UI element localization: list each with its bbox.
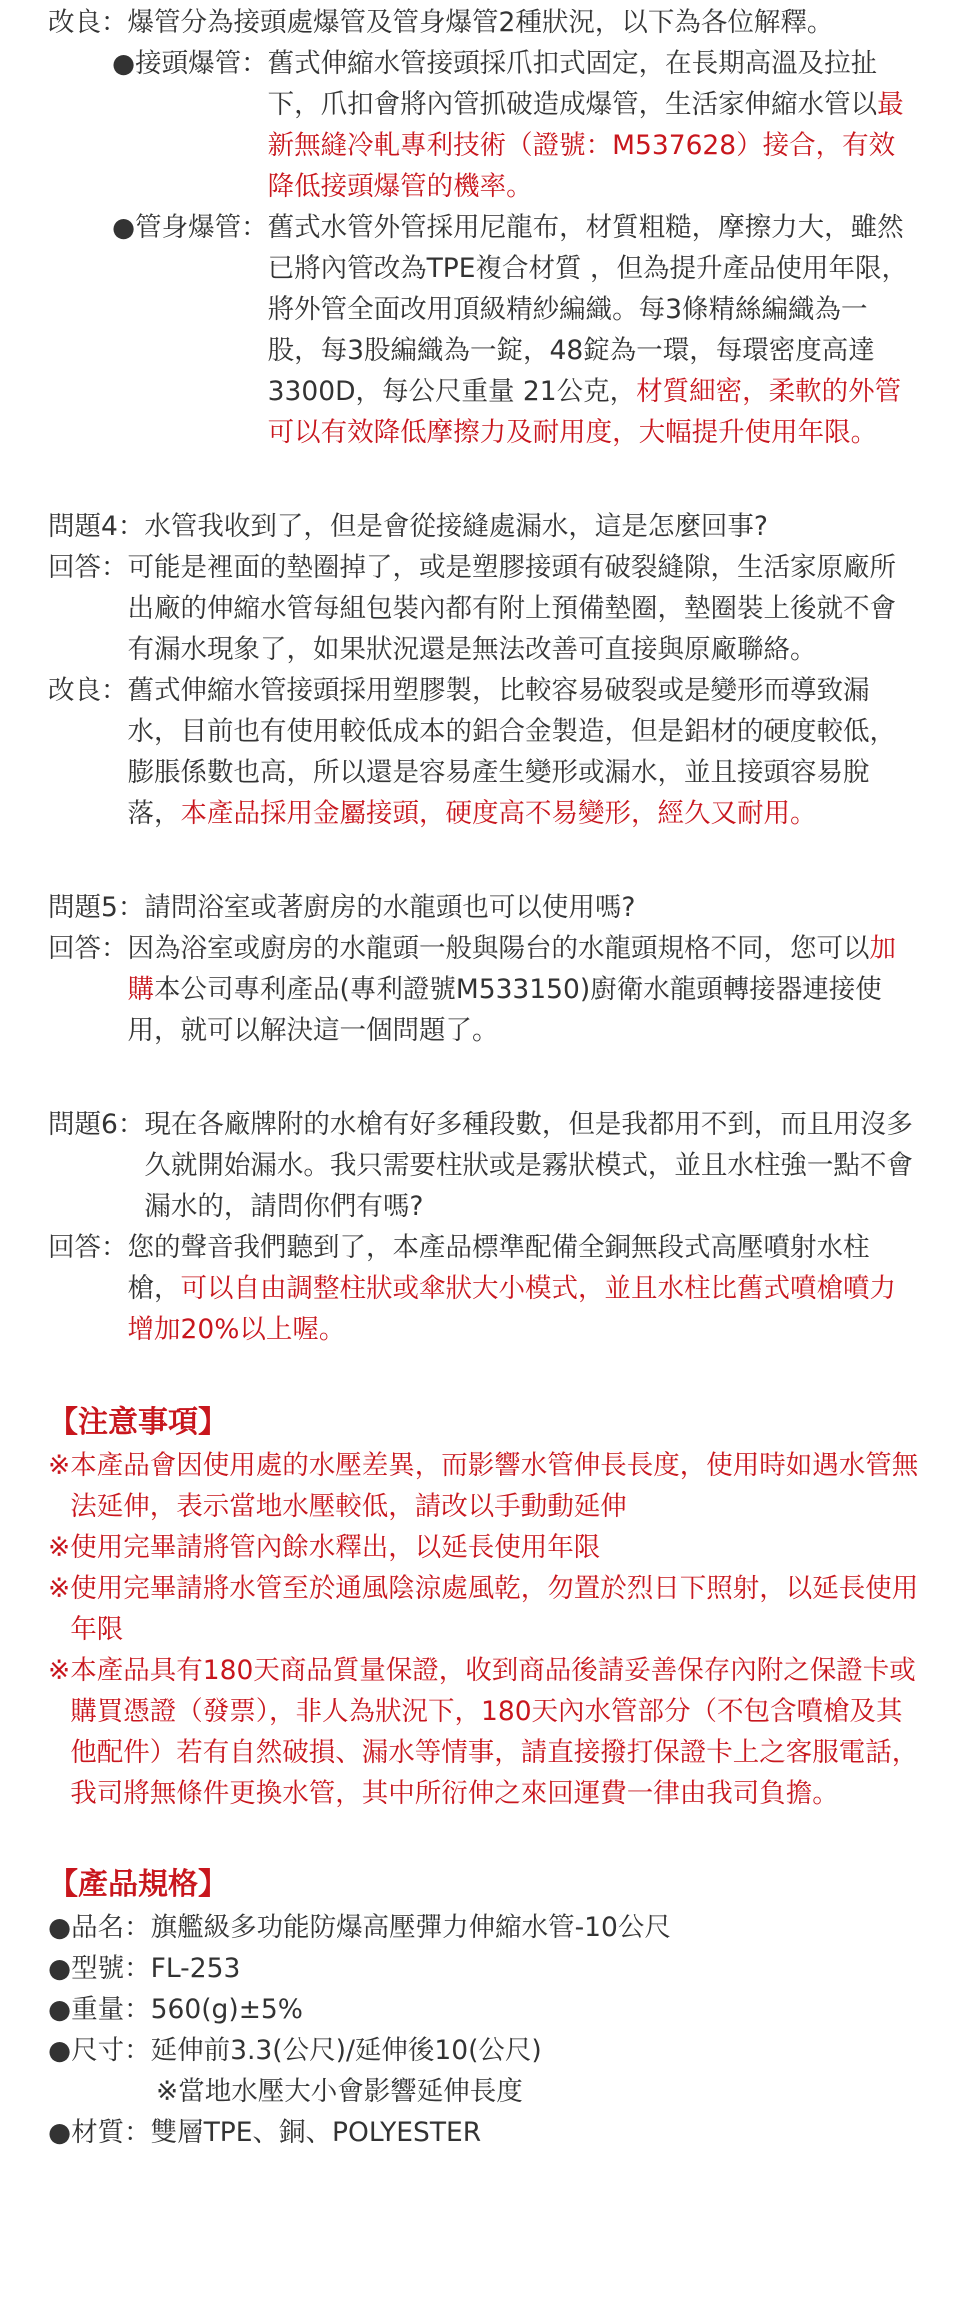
- note-item: [48, 1527, 920, 1568]
- q6-question-text: 現在各廠牌附的水槍有好多種段數，但是我都用不到，而且用沒多久就開始漏水。我只需要柱狀或是霧狀模式，並且水柱強一點不會漏水的，請問你們有嗎?: [144, 1109, 913, 1222]
- spec-size-note: ※當地水壓大小會影響延伸長度: [156, 2076, 523, 2107]
- spec-size: [48, 2030, 920, 2071]
- q6-answer-label: 回答：: [48, 1232, 128, 1263]
- improve-text: 爆管分為接頭處爆管及管身爆管2種狀況，以下為各位解釋。: [127, 7, 834, 38]
- faq-document: [48, 0, 920, 2153]
- note-mark: ※: [48, 1532, 71, 1563]
- q6-answer-text: [128, 1227, 921, 1350]
- q4-improve-text: [128, 670, 921, 834]
- body-burst-item: [48, 207, 920, 453]
- note-mark: ※: [48, 1573, 71, 1604]
- body-burst-text-normal: 舊式水管外管採用尼龍布，材質粗糙，摩擦力大，雖然已將內管改為TPE複合材質 ，但為提升產品使用年限，將外管全面改用頂級精紗編織。每3條精絲編織為一股，每3股編織為一錠，48錠為一環，每環密度高達 3300D，每公尺重量 21公克，: [267, 212, 908, 407]
- q6-question-label: 問題6：: [48, 1109, 145, 1140]
- q6-answer-text-normal: 您的聲音我們聽到了，本產品標準配備全銅無段式高壓噴射水柱槍，: [127, 1232, 870, 1304]
- q4-answer: [48, 547, 920, 670]
- spec-model-value: FL-253: [150, 1953, 241, 1984]
- q4-question-label: 問題4：: [48, 511, 145, 542]
- q4-improve-text-highlight: 本產品採用金屬接頭，硬度高不易變形，經久又耐用。: [180, 798, 817, 829]
- note-text: 使用完畢請將管內餘水釋出，以延長使用年限: [70, 1532, 601, 1563]
- q5-answer: [48, 928, 920, 1051]
- note-item: [48, 1445, 920, 1527]
- joint-burst-item: [48, 43, 920, 207]
- spec-weight-value: 560(g)±5%: [150, 1994, 303, 2025]
- body-burst-text: [268, 207, 920, 453]
- note-text: 使用完畢請將水管至於通風陰涼處風乾，勿置於烈日下照射，以延長使用年限: [70, 1573, 919, 1645]
- q5-question: [48, 887, 920, 928]
- q6-answer: [48, 1227, 920, 1350]
- spec-name-label: ●品名：: [48, 1912, 151, 1943]
- q5-answer-text-highlight: 加購: [127, 933, 896, 1005]
- q6-question: [48, 1104, 920, 1227]
- q5-answer-text: [128, 928, 921, 1051]
- spec-material: [48, 2112, 920, 2153]
- joint-burst-text: [268, 43, 920, 207]
- q4-question-text: 水管我收到了，但是會從接縫處漏水，這是怎麼回事?: [144, 511, 768, 542]
- note-item: [48, 1650, 920, 1814]
- specs-heading: 【產品規格】: [48, 1867, 228, 1902]
- spec-model: [48, 1948, 920, 1989]
- q4-answer-text: 可能是裡面的墊圈掉了，或是塑膠接頭有破裂縫隙，生活家原廠所出廠的伸縮水管每組包裝內都有附上預備墊圈，墊圈裝上後就不會有漏水現象了，如果狀況還是無法改善可直接與原廠聯絡。: [127, 552, 896, 665]
- notes-heading: 【注意事項】: [48, 1405, 228, 1440]
- joint-burst-text-highlight: 最新無縫冷軋專利技術（證號：M537628）接合，有效降低接頭爆管的機率。: [267, 89, 904, 202]
- note-item: [48, 1568, 920, 1650]
- spec-model-label: ●型號：: [48, 1953, 151, 1984]
- q5-answer-text-part2: 本公司專利產品(專利證號M533150)廚衛水龍頭轉接器連接使用，就可以解決這一個問題了。: [127, 974, 882, 1046]
- q5-question-text: 請問浴室或著廚房的水龍頭也可以使用嗎?: [144, 892, 636, 923]
- q4-question: [48, 506, 920, 547]
- note-text: 本產品會因使用處的水壓差異，而影響水管伸長長度，使用時如遇水管無法延伸，表示當地水壓較低，請改以手動動延伸: [70, 1450, 919, 1522]
- improve-label: 改良：: [48, 7, 128, 38]
- q4-answer-label: 回答：: [48, 552, 128, 583]
- spec-size-value: 延伸前3.3(公尺)/延伸後10(公尺): [150, 2035, 542, 2066]
- body-burst-text-highlight: 材質細密，柔軟的外管可以有效降低摩擦力及耐用度，大幅提升使用年限。: [267, 376, 902, 448]
- improve-burst-block: [48, 2, 920, 43]
- note-mark: ※: [48, 1450, 71, 1481]
- spec-weight: [48, 1989, 920, 2030]
- spec-weight-label: ●重量：: [48, 1994, 151, 2025]
- q5-answer-label: 回答：: [48, 933, 128, 964]
- spec-name: [48, 1907, 920, 1948]
- q4-improve-label: 改良：: [48, 675, 128, 706]
- note-text: 本產品具有180天商品質量保證，收到商品後請妥善保存內附之保證卡或購買憑證（發票），非人為狀況下，180天內水管部分（不包含噴槍及其他配件）若有自然破損、漏水等情事，請直接撥打保證卡上之客服電話，我司將無條件更換水管，其中所衍伸之來回運費一律由我司負擔。: [70, 1655, 919, 1809]
- q4-improve-text-normal: 舊式伸縮水管接頭採用塑膠製，比較容易破裂或是變形而導致漏水，目前也有使用較低成本的鋁合金製造，但是鋁材的硬度較低，膨脹係數也高，所以還是容易產生變形或漏水，並且接頭容易脫落，: [127, 675, 896, 829]
- q5-question-label: 問題5：: [48, 892, 145, 923]
- spec-size-label: ●尺寸：: [48, 2035, 151, 2066]
- note-mark: ※: [48, 1655, 71, 1686]
- body-burst-label: ●管身爆管：: [112, 212, 268, 243]
- spec-material-value: 雙層TPE、銅、POLYESTER: [150, 2117, 482, 2148]
- spec-material-label: ●材質：: [48, 2117, 151, 2148]
- q5-answer-text-part1: 因為浴室或廚房的水龍頭一般與陽台的水龍頭規格不同，您可以: [127, 933, 870, 964]
- q4-improve: [48, 670, 920, 834]
- joint-burst-label: ●接頭爆管：: [112, 48, 268, 79]
- spec-name-value: 旗艦級多功能防爆高壓彈力伸縮水管-10公尺: [150, 1912, 671, 1943]
- q6-answer-text-highlight: 可以自由調整柱狀或傘狀大小模式，並且水柱比舊式噴槍噴力增加20%以上喔。: [127, 1273, 896, 1345]
- joint-burst-text-normal: 舊式伸縮水管接頭採爪扣式固定，在長期高溫及拉扯下，爪扣會將內管抓破造成爆管，生活家伸縮水管以: [267, 48, 878, 120]
